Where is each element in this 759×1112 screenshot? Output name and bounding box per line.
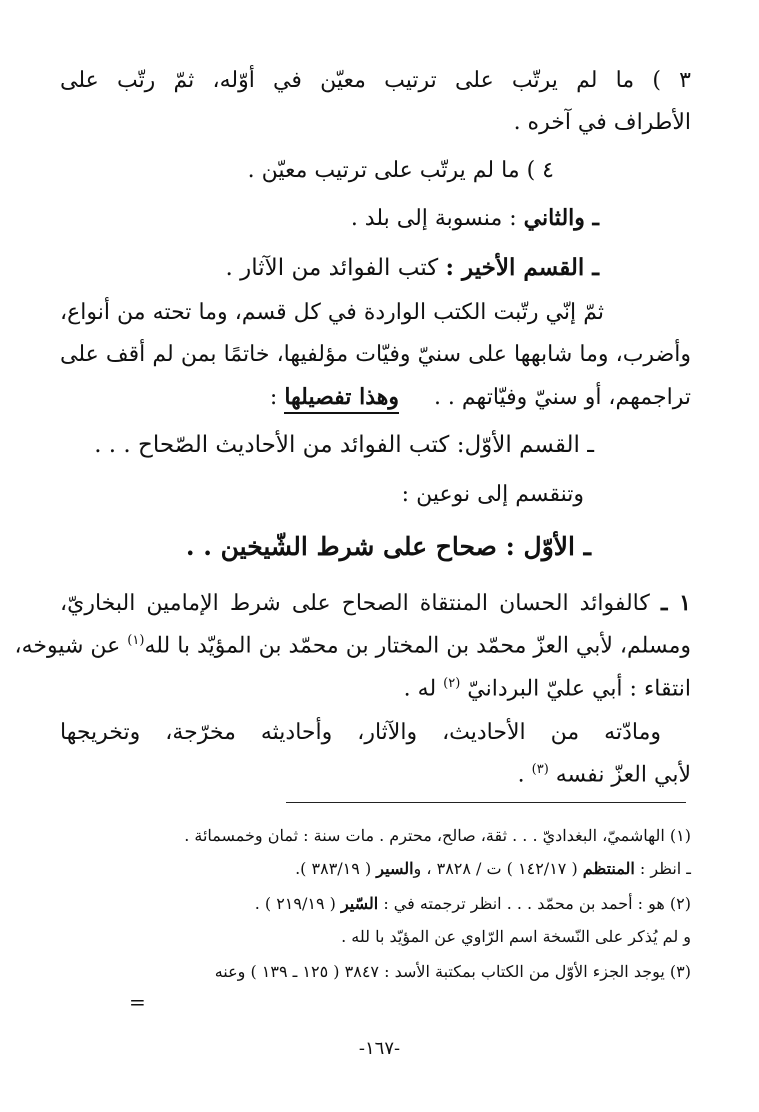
entry-text: له .	[403, 676, 437, 702]
page-number: -١٦٧-	[358, 1038, 401, 1059]
footnote-separator	[286, 802, 686, 803]
footnote: (٣) يوجد الجزء الأوّل من الكتاب بمكتبة الأسد : ٣٨٤٧ ( ١٢٥ ـ ١٣٩ ) وعنه	[214, 962, 691, 981]
entry-text: انتقاء : أبي عليّ البردانيّ	[467, 676, 691, 702]
section-heading	[60, 254, 599, 283]
continuation-mark: =	[129, 990, 146, 1014]
heading-label: ـ القسم الأخير :	[445, 254, 599, 281]
body-line: ٣ ) ما لم يرتّب على ترتيب معيّن في أوّله، ثمّ رتّب على	[60, 68, 691, 93]
subheading-text: : منسوبة إلى بلد .	[350, 206, 517, 231]
body-line: وأضرب، وما شابهها على سنيّ وفيّات مؤلفيها، خاتمًا بمن لم أقف على	[60, 342, 691, 367]
section-heading: ـ القسم الأوّل: كتب الفوائد من الأحاديث الصّحاح . . .	[94, 432, 594, 458]
footnote: و لم يُذكر على النّسخة اسم الرّاوي عن المؤيّد با لله .	[341, 927, 691, 946]
book-title: السير	[376, 859, 414, 878]
entry-line	[14, 633, 691, 660]
footnote-text: (٢) هو : أحمد بن محمّد . . . انظر ترجمته في :	[383, 894, 691, 913]
entry-line	[60, 762, 691, 789]
entry-text: كالفوائد الحسان المنتقاة الصحاح على شرط الإمامين البخاريّ،	[60, 591, 650, 616]
body-text: :	[269, 385, 278, 410]
footnote-ref: (٣)	[531, 762, 549, 777]
book-title: السّير	[340, 894, 379, 913]
entry-text: لأبي العزّ نفسه	[555, 762, 691, 788]
footnote-ref: (١)	[127, 633, 145, 648]
footnote-text: ـ انظر :	[639, 859, 691, 878]
footnote: (١) الهاشميّ، البغداديّ . . . ثقة، صالح، محترم . مات سنة : ثمان وخمسمائة .	[184, 826, 691, 845]
entry-text: .	[517, 762, 525, 788]
entry-line	[60, 676, 691, 703]
footnote-ref: (٢)	[443, 676, 461, 691]
highlighted-phrase: وهذا تفصيلها	[284, 384, 399, 414]
footnote	[60, 859, 691, 878]
body-text: تراجمهم، أو سنيّ وفيّاتهم . .	[433, 385, 691, 410]
heading-text: كتب الفوائد من الآثار .	[225, 255, 439, 281]
section-subheading	[60, 205, 599, 232]
subsection-heading: ـ الأوّل : صحاح على شرط الشّيخين . .	[185, 532, 591, 561]
entry-number: ١ ـ	[660, 590, 691, 616]
body-line: ثمّ إنّي رتّبت الكتب الواردة في كل قسم، وما تحته من أنواع،	[60, 300, 604, 325]
footnote-text: ( ٢١٩/١٩ ) .	[254, 894, 336, 913]
footnote-text: ( ٣٨٣/١٩ ).	[295, 859, 372, 878]
book-title: المنتظم	[582, 859, 635, 878]
footnote	[60, 894, 691, 913]
subheading-label: ـ والثاني	[523, 205, 599, 231]
entry-line	[60, 590, 691, 617]
body-line	[60, 384, 691, 411]
entry-line: ومادّته من الأحاديث، والآثار، وأحاديثه مخرّجة، وتخريجها	[60, 720, 661, 745]
body-line: وتنقسم إلى نوعين :	[401, 482, 584, 507]
entry-text: عن شيوخه،	[14, 633, 121, 659]
list-item: ٤ ) ما لم يرتّب على ترتيب معيّن .	[247, 158, 554, 183]
entry-text: ومسلم، لأبي العزّ محمّد بن المختار بن محمّد بن المؤيّد با لله	[144, 633, 691, 659]
body-line: الأطراف في آخره .	[513, 110, 691, 135]
footnote-text: ( ١٤٢/١٧ ) ت / ٣٨٢٨ ، و	[413, 859, 578, 878]
